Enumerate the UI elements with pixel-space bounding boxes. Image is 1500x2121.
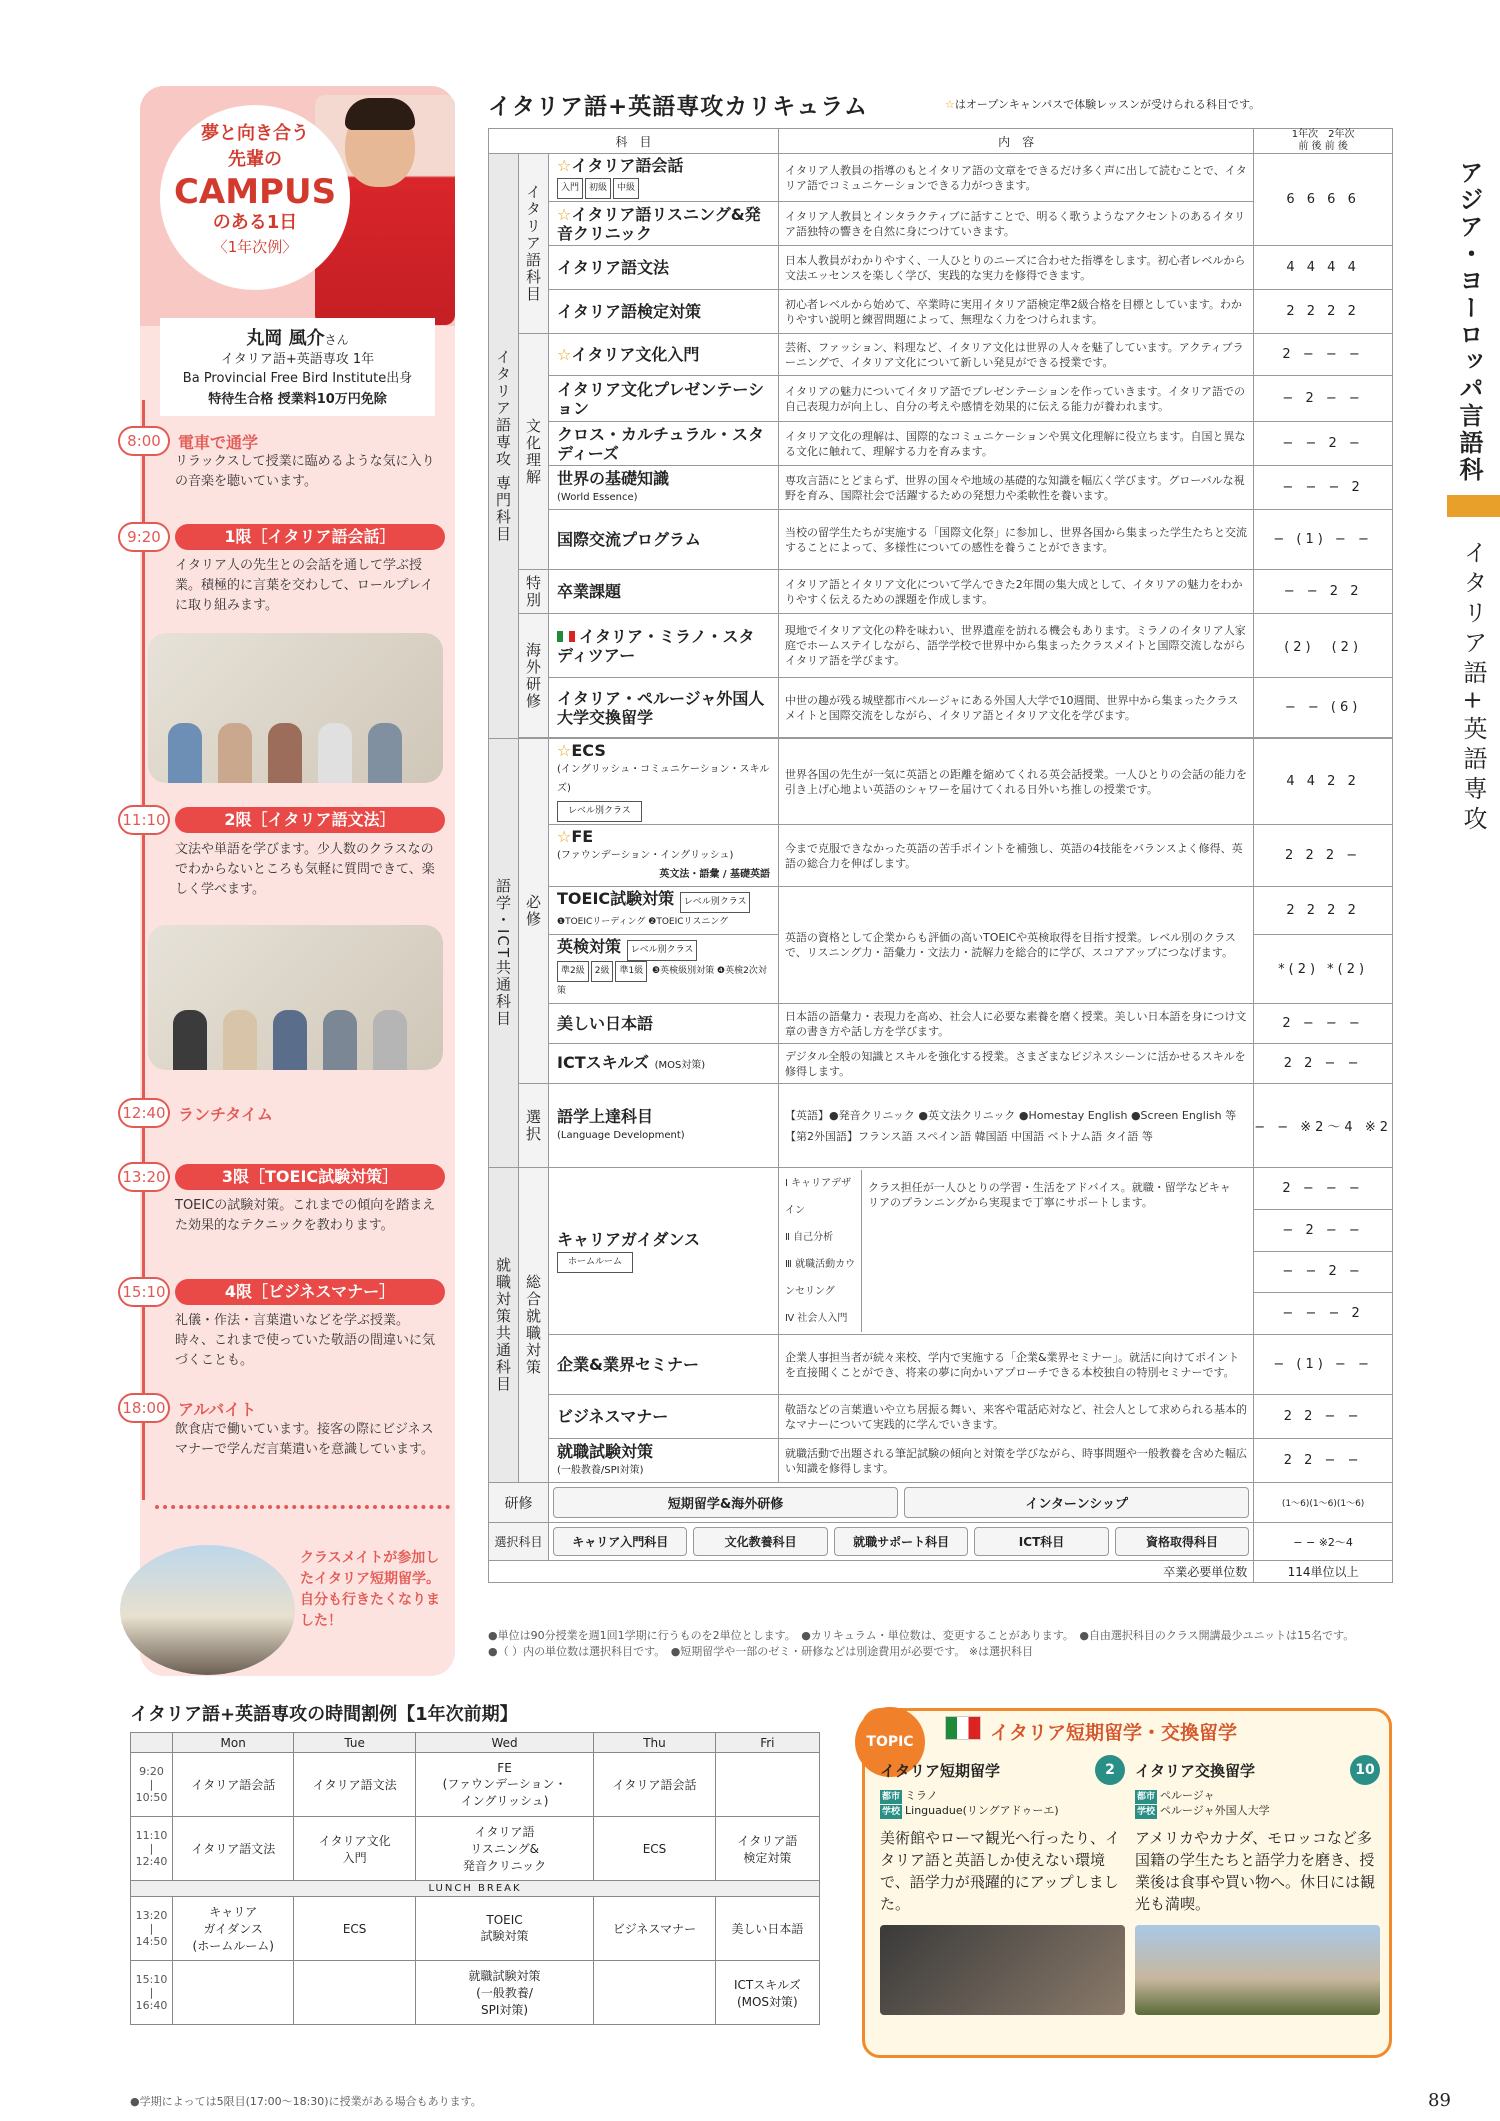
class-cell: イタリア語文法 <box>294 1753 415 1817</box>
subject-name: 世界の基礎知識 <box>557 468 670 488</box>
curriculum-note <box>945 96 1260 112</box>
opt: ❷TOEICリスニング <box>648 917 729 927</box>
star-icon: ☆ <box>557 345 572 364</box>
time-badge: 15:10 <box>118 1277 170 1307</box>
select-item: 資格取得科目 <box>1115 1527 1249 1556</box>
time-badge: 18:00 <box>118 1393 170 1423</box>
credits: 2 − − − <box>1254 334 1393 376</box>
day-header: Fri <box>715 1733 819 1753</box>
level-tag: ホームルーム <box>557 1252 633 1273</box>
class-cell <box>173 1961 294 2025</box>
time-badge: 9:20 <box>118 522 170 552</box>
level-tag: レベル別クラス <box>557 801 642 822</box>
credits: − 2 − − <box>1254 376 1393 422</box>
subject-desc <box>779 1084 1254 1168</box>
subject-desc: イタリア人教員の指導のもとイタリア語の文章をできるだけ多く声に出して読むことで、イタリア語でコミュニケーションできる力がつきます。 <box>779 154 1254 202</box>
weeks-badge: 10 <box>1350 1755 1380 1785</box>
level-tag: レベル別クラス <box>680 892 751 913</box>
category-special: 特別 <box>519 570 549 614</box>
credits: − − − 2 <box>1254 466 1393 510</box>
subject-ict <box>549 1044 779 1084</box>
subject-desc: 就職活動で出題される筆記試験の傾向と対策を学びながら、時事問題や一般教養を含めた幅広い知識を修得します。 <box>779 1439 1254 1483</box>
bubble-line: のある1日 <box>212 212 298 233</box>
subject-name: 英検対策 <box>557 937 622 956</box>
event-text: 礼儀・作法・言葉遣いなどを学ぶ授業。時々、これまで使っていた敬語の間違いに気づくことも。 <box>175 1313 436 1368</box>
star-icon: ☆ <box>557 827 572 846</box>
training-items <box>549 1483 1254 1523</box>
bubble-line: 夢と向き合う <box>201 123 309 144</box>
class-cell <box>594 1961 715 2025</box>
trip-caption: クラスメイトが参加したイタリア短期留学。自分も行きたくなりました！ <box>300 1550 440 1629</box>
bubble-year: 〈1年次例〉 <box>212 238 298 256</box>
class-cell: TOEIC 試験対策 <box>415 1897 593 1961</box>
curriculum-table <box>488 128 1393 1583</box>
topic-text: アメリカやカナダ、モロッコなど多国籍の学生たちと語学力を磨き、授業後は食事や買い物へ。休日には観光も満喫。 <box>1135 1829 1376 1913</box>
student-profile <box>160 318 435 416</box>
subject-desc: 当校の留学生たちが実施する「国際文化祭」に参加し、世界各国から集まった学生たちと交流することによって、多様性についての感性を養うことができます。 <box>779 510 1254 570</box>
time-badge: 8:00 <box>118 426 170 456</box>
class-cell: ビジネスマナー <box>594 1897 715 1961</box>
subject-name: イタリア文化入門 <box>571 345 700 364</box>
credits: *(2) *(2) <box>1254 935 1393 1004</box>
city-tag: 都市 <box>882 1792 901 1802</box>
category-common: 語学・ICT共通科目 <box>489 739 519 1168</box>
credits: − − ※2〜4 ※2 <box>1254 1084 1393 1168</box>
career-detail <box>779 1168 1254 1335</box>
school-name: ペルージャ外国人大学 <box>1160 1804 1270 1817</box>
fe-side: 基礎英語 <box>730 869 770 880</box>
student-school: Ba Provincial Free Bird Institute出身 <box>182 371 413 386</box>
period-time: 15:10 | 16:40 <box>131 1961 173 2025</box>
subject-desc: 世界各国の先生が一気に英語との距離を縮めてくれる英会話授業。一人ひとりの会話の能力を引き上げ心地よい英語のシャワーを届けてくれる日外いち推しの授業です。 <box>779 739 1254 825</box>
department-label: アジア・ヨーロッパ言語科 <box>1455 160 1483 484</box>
subject-seminar: 企業&業界セミナー <box>549 1335 779 1395</box>
subject-desc: デジタル全般の知識とスキルを強化する授業。さまざまなビジネスシーンに活かせるスキルを修得します。 <box>779 1044 1254 1084</box>
category-select: 選択 <box>519 1084 549 1168</box>
student-hair <box>345 98 415 130</box>
category-italian-major: イタリア語専攻 専門科目 <box>489 154 519 739</box>
event-text: 文法や単語を学びます。少人数のクラスなのでわからないところも気軽に質問できて、楽しく学べます。 <box>175 842 435 897</box>
subject-italian-exam: イタリア語検定対策 <box>549 290 779 334</box>
credits: − − 2 − <box>1254 422 1393 466</box>
period-time: 11:10 | 12:40 <box>131 1817 173 1881</box>
credits: − 2 − − <box>1254 1209 1393 1251</box>
second-language-options: 【第2外国語】フランス語 スペイン語 韓国語 中国語 ベトナム語 タイ語 等 <box>785 1129 1153 1143</box>
person-shape <box>268 723 302 783</box>
subject-world-essence <box>549 466 779 510</box>
star-icon: ☆ <box>945 98 955 111</box>
select-item: 就職サポート科目 <box>834 1527 968 1556</box>
subject-desc: 日本人教員がわかりやすく、一人ひとりのニーズに合わせた指導をします。初心者レベルから文法エッセンスを楽しく学び、実践的な実力を修得できます。 <box>779 246 1254 290</box>
class-cell: イタリア語会話 <box>173 1753 294 1817</box>
class-cell: 美しい日本語 <box>715 1897 819 1961</box>
person-shape <box>373 1010 407 1070</box>
trip-photo <box>120 1545 295 1675</box>
training-item: インターンシップ <box>904 1487 1249 1518</box>
select-items <box>549 1523 1254 1561</box>
credits: − (1) − − <box>1254 510 1393 570</box>
subject-intl-exchange: 国際交流プログラム <box>549 510 779 570</box>
total-value: 114単位以上 <box>1254 1561 1393 1583</box>
subject-eiken <box>549 935 779 1004</box>
credits: 2 − − − <box>1254 1004 1393 1044</box>
subject-desc: 英語の資格として企業からも評価の高いTOEICや英検取得を目指す授業。レベル別のクラスで、リスニング力・語彙力・文法力・読解力を総合的に学び、スコアアップにつなげます。 <box>779 887 1254 1004</box>
footnote: ●（ ）内の単位数は選択科目です。 ●短期留学や一部のゼミ・研修などは別途費用が必要です。 ※は選択科目 <box>488 1645 1034 1658</box>
subject-job-exam <box>549 1439 779 1483</box>
subject-desc: 芸術、ファッション、料理など、イタリア文化は世界の人々を魅了しています。アクティブラーニングで、イタリア文化について新しい発見ができる授業です。 <box>779 334 1254 376</box>
subject-desc: 企業人事担当者が続々来校、学内で実施する「企業&業界セミナー」。就活に向けてポイントを直接聞くことができ、将来の夢に向かいアプローチできる本校独自の特別セミナーです。 <box>779 1335 1254 1395</box>
career-step: Ⅳ 社会人入門 <box>785 1313 848 1324</box>
subject-name: 語学上達科目 <box>557 1106 654 1126</box>
category-culture: 文化理解 <box>519 334 549 570</box>
time-badge: 13:20 <box>118 1162 170 1192</box>
person-shape <box>223 1010 257 1070</box>
credits: − − (6) <box>1254 678 1393 738</box>
class-cell: イタリア語 リスニング& 発音クリニック <box>415 1817 593 1881</box>
subject-desc: イタリア人教員とインタラクティブに話すことで、明るく歌うようなアクセントのあるイタリア語独特の響きを自然に身につけていきます。 <box>779 202 1254 246</box>
major-label: イタリア語+英語専攻 <box>1459 540 1487 837</box>
subject-fe <box>549 825 779 887</box>
subject-desc: 今まで克服できなかった英語の苦手ポイントを補強し、英語の4技能をバランスよく修得、英語の総合力を伸ばします。 <box>779 825 1254 887</box>
subject-milano-tour <box>549 614 779 678</box>
career-steps <box>785 1170 862 1332</box>
topic-col-exchange <box>1135 1755 1380 2015</box>
subject-name: キャリアガイダンス <box>557 1229 701 1249</box>
level-tag: 入門 <box>557 178 583 199</box>
credits: − − − 2 <box>1254 1293 1393 1335</box>
subject-sub: (ファウンデーション・イングリッシュ) <box>557 850 734 861</box>
subject-sub: (World Essence) <box>557 491 638 503</box>
class-cell: ECS <box>594 1817 715 1881</box>
class-cell: イタリア文化 入門 <box>294 1817 415 1881</box>
day-header: Wed <box>415 1733 593 1753</box>
grade-tag: 2級 <box>591 961 614 982</box>
topic-badge: TOPIC <box>855 1707 925 1777</box>
subject-perugia-exchange: イタリア・ペルージャ外国人大学交換留学 <box>549 678 779 738</box>
class-cell <box>294 1961 415 2025</box>
subject-name: TOEIC試験対策 <box>557 889 675 908</box>
category-italian-lang: イタリア語科目 <box>519 154 549 334</box>
person-shape <box>273 1010 307 1070</box>
opt: ❹英検2次対策 <box>557 966 767 996</box>
select-item: ICT科目 <box>974 1527 1108 1556</box>
time-badge: 12:40 <box>118 1098 170 1128</box>
credits: 2 2 2 2 <box>1254 887 1393 935</box>
period-time: 13:20 | 14:50 <box>131 1897 173 1961</box>
event-bar: 1限［イタリア語会話］ <box>175 524 445 550</box>
event-text: リラックスして授業に臨めるような気に入りの音楽を聴いています。 <box>175 454 435 489</box>
credits: − − ※2〜4 <box>1254 1523 1393 1561</box>
name-suffix: さん <box>324 333 349 347</box>
subject-italian-conversation <box>549 154 779 202</box>
person-shape <box>368 723 402 783</box>
city-tag: 都市 <box>1137 1792 1156 1802</box>
day-header: Mon <box>173 1733 294 1753</box>
training-item: 短期留学&海外研修 <box>553 1487 898 1518</box>
header-years <box>1254 129 1393 154</box>
school-name: Linguadue(リングアドゥーエ) <box>905 1804 1059 1817</box>
star-icon: ☆ <box>557 204 572 224</box>
class-cell: ECS <box>294 1897 415 1961</box>
day-header: Thu <box>594 1733 715 1753</box>
subject-graduation: 卒業課題 <box>549 570 779 614</box>
subject-desc: イタリア語とイタリア文化について学んできた2年間の集大成として、イタリアの魅力をわかりやすく伝えるための課題を作成します。 <box>779 570 1254 614</box>
curriculum-title: イタリア語+英語専攻カリキュラム <box>488 94 869 120</box>
subject-name: ECS <box>571 741 606 760</box>
student-course: イタリア語+英語専攻 1年 <box>220 352 375 367</box>
curriculum-footnotes <box>488 1628 1388 1660</box>
person-shape <box>173 1010 207 1070</box>
class-cell: 就職試験対策 (一般教養/ SPI対策) <box>415 1961 593 2025</box>
school-tag: 学校 <box>1137 1807 1156 1817</box>
credits: (1〜6)(1〜6)(1〜6) <box>1254 1483 1393 1523</box>
opt: ❸英検級別対策 <box>652 966 715 976</box>
timetable-footnote: ●学期によっては5限目(17:00〜18:30)に授業がある場合もあります。 <box>130 2095 482 2108</box>
credits: − − 2 2 <box>1254 570 1393 614</box>
event-text: イタリア人の先生との会話を通して学ぶ授業。積極的に言葉を交わして、ロールプレイに取り組みます。 <box>175 558 434 613</box>
city-name: ペルージャ <box>1160 1789 1215 1802</box>
person-shape <box>318 723 352 783</box>
side-accent-bar <box>1447 495 1500 517</box>
years-label: 1年次 2年次 <box>1291 129 1355 140</box>
school-tag: 学校 <box>882 1807 901 1817</box>
subject-business-manner: ビジネスマナー <box>549 1395 779 1439</box>
event-bar: 3限［TOEIC試験対策］ <box>175 1164 445 1190</box>
day-header: Tue <box>294 1733 415 1753</box>
subject-italian-grammar: イタリア語文法 <box>549 246 779 290</box>
level-tag: レベル別クラス <box>627 940 698 961</box>
subject-desc: 日本語の語彙力・表現力を高め、社会人に必要な素養を磨く授業。美しい日本語を身につけ文章の書き方や話し方を学びます。 <box>779 1004 1254 1044</box>
grade-tag: 準1級 <box>615 961 647 982</box>
subject-desc: イタリア文化の理解は、国際的なコミュニケーションや異文化理解に役立ちます。自国と異なる文化に触れて、理解する力を育みます。 <box>779 422 1254 466</box>
timetable <box>130 1732 820 2025</box>
category-abroad: 海外研修 <box>519 614 549 738</box>
event-title: ランチタイム <box>178 1105 273 1124</box>
credits: 6 6 6 6 <box>1254 154 1393 246</box>
person-shape <box>168 723 202 783</box>
event-text: 飲食店で働いています。接客の際にビジネスマナーで学んだ言葉遣いを意識しています。 <box>175 1422 434 1457</box>
class-photo <box>148 633 443 783</box>
select-item: キャリア入門科目 <box>553 1527 687 1556</box>
topic-place <box>880 1789 1125 1819</box>
subject-desc: 中世の趣が残る城壁都市ペルージャにある外国人大学で10週間、世界中から集まったクラスメイトと国際交流をしながら、イタリア語とイタリア文化を学びます。 <box>779 678 1254 738</box>
topic-place <box>1135 1789 1380 1819</box>
class-cell: FE (ファウンデーション・ イングリッシュ) <box>415 1753 593 1817</box>
event-bar: 4限［ビジネスマナー］ <box>175 1279 445 1305</box>
eiken-opts <box>557 961 770 1001</box>
class-cell: イタリア語会話 <box>594 1753 715 1817</box>
subject-toeic <box>549 887 779 935</box>
topic-photo <box>1135 1925 1380 2015</box>
timetable-title: イタリア語+英語専攻の時間割例【1年次前期】 <box>130 1704 518 1725</box>
fe-side: 英文法・語彙 <box>659 869 720 880</box>
topic-sub-title: イタリア短期留学 <box>880 1761 1001 1780</box>
star-icon: ☆ <box>557 741 572 760</box>
topic-photo <box>880 1925 1125 2015</box>
weeks-badge: 2 <box>1095 1755 1125 1785</box>
bubble-campus: CAMPUS <box>173 172 337 212</box>
subject-sub: (MOS対策) <box>654 1059 706 1071</box>
person-shape <box>323 1010 357 1070</box>
footnote: ●単位は90分授業を週1回1学期に行うものを2単位とします。 ●カリキュラム・単位数は、変更することがあります。 ●自由選択科目のクラス開講最少ユニットは15名です。 <box>488 1629 1355 1642</box>
subject-italian-presentation: イタリア文化プレゼンテーション <box>549 376 779 422</box>
subject-name: ICTスキルズ <box>557 1052 649 1072</box>
subject-desc: 専攻言語にとどまらず、世界の国々や地域の基礎的な知識を幅広く学びます。グローバルな視野を育み、国際社会で活躍するための発想力や柔軟性を養います。 <box>779 466 1254 510</box>
subject-language-development <box>549 1084 779 1168</box>
grade-tag: 準2級 <box>557 961 589 982</box>
class-photo <box>148 925 443 1070</box>
event-text: TOEICの試験対策。これまでの傾向を踏まえた効果的なテクニックを教わります。 <box>175 1198 436 1233</box>
english-options: 【英語】●発音クリニック ●英文法クリニック ●Homestay English ●Screen English 等 <box>785 1108 1237 1122</box>
credits: 2 2 2 − <box>1254 825 1393 887</box>
italy-flag-icon <box>945 1716 981 1740</box>
credits: − − 2 − <box>1254 1251 1393 1293</box>
subject-career-guidance <box>549 1168 779 1335</box>
total-label: 卒業必要単位数 <box>489 1561 1254 1583</box>
subject-name: イタリア語会話 <box>571 156 684 175</box>
subject-desc: イタリアの魅力についてイタリア語でプレゼンテーションを作っていきます。イタリア語での自己表現力が向上し、自分の考えや感情を効果的に伝える能力が養われます。 <box>779 376 1254 422</box>
subject-italian-listening <box>549 202 779 246</box>
credits: 2 2 − − <box>1254 1439 1393 1483</box>
credits: − (1) − − <box>1254 1335 1393 1395</box>
subject-name: 就職試験対策 <box>557 1441 654 1461</box>
select-label: 選択科目 <box>489 1523 549 1561</box>
credits: 2 2 − − <box>1254 1044 1393 1084</box>
star-icon: ☆ <box>557 156 572 175</box>
category-job: 就職対策共通科目 <box>489 1168 519 1483</box>
subject-cross-cultural: クロス・カルチュラル・スタディーズ <box>549 422 779 466</box>
subject-desc: 現地でイタリア文化の粋を味わい、世界遺産を訪れる機会もあります。ミラノのイタリア人家庭でホームステイしながら、語学学校で世界中から集まったクラスメイトと国際交流しながらイタリア語を学びます。 <box>779 614 1254 678</box>
italy-flag-icon <box>557 631 575 642</box>
period-time: 9:20 | 10:50 <box>131 1753 173 1817</box>
day-title-bubble <box>160 105 350 290</box>
bubble-line: 先輩の <box>228 149 282 170</box>
curriculum-note-text: はオープンキャンパスで体験レッスンが受けられる科目です。 <box>954 98 1261 111</box>
topic-title: イタリア短期留学・交換留学 <box>990 1722 1238 1744</box>
class-cell: キャリア ガイダンス (ホームルーム) <box>173 1897 294 1961</box>
class-cell <box>715 1753 819 1817</box>
subject-name: イタリア語リスニング&発音クリニック <box>557 204 761 243</box>
class-cell: ICTスキルズ (MOS対策) <box>715 1961 819 2025</box>
level-tag: 中級 <box>613 178 639 199</box>
lunch-break: LUNCH BREAK <box>131 1881 820 1897</box>
level-tag: 初級 <box>585 178 611 199</box>
event-title: アルバイト <box>178 1400 257 1419</box>
subject-sub: (Language Development) <box>557 1129 685 1141</box>
terms-label: 前 後 前 後 <box>1298 141 1348 152</box>
event-title: 電車で通学 <box>178 433 259 452</box>
subject-name: イタリア・ミラノ・スタディツアー <box>557 626 755 665</box>
event-bar: 2限［イタリア語文法］ <box>175 807 445 833</box>
subject-desc: 敬語などの言葉遣いや立ち居振る舞い、来客や電話応対など、社会人として求められる基本的なマナーについて実践的に学んでいきます。 <box>779 1395 1254 1439</box>
subject-ecs <box>549 739 779 825</box>
training-label: 研修 <box>489 1483 549 1523</box>
student-scholarship: 特待生合格 授業料10万円免除 <box>208 392 387 407</box>
subject-sub: (一般教養/SPI対策) <box>557 1464 644 1476</box>
dotted-divider <box>155 1505 450 1509</box>
subject-italian-culture <box>549 334 779 376</box>
subject-sub: (イングリッシュ・コミュニケーション・スキルズ) <box>557 764 770 794</box>
fe-sides: 英文法・語彙 / 基礎英語 <box>659 869 770 880</box>
topic-sub-title: イタリア交換留学 <box>1135 1761 1256 1780</box>
credits: 4 4 2 2 <box>1254 739 1393 825</box>
credits: 2 2 − − <box>1254 1395 1393 1439</box>
credits: 2 − − − <box>1254 1168 1393 1210</box>
toeic-opts <box>557 913 770 932</box>
person-shape <box>218 723 252 783</box>
class-cell: イタリア語 検定対策 <box>715 1817 819 1881</box>
subject-nihongo: 美しい日本語 <box>549 1004 779 1044</box>
topic-col-short <box>880 1755 1125 2015</box>
credits: 4 4 4 4 <box>1254 246 1393 290</box>
career-step: Ⅱ 自己分析 <box>785 1232 834 1243</box>
opt: ❶TOEICリーディング <box>557 917 646 927</box>
timeline-line <box>142 400 145 1500</box>
page-number: 89 <box>1428 2090 1451 2111</box>
city-name: ミラノ <box>905 1789 938 1802</box>
subject-desc: 初心者レベルから始めて、卒業時に実用イタリア語検定準2級合格を目標としています。わかりやすい説明と練習問題によって、無理なく力をつけられます。 <box>779 290 1254 334</box>
career-step: Ⅰ キャリアデザイン <box>785 1178 852 1216</box>
category-required: 必修 <box>519 739 549 1084</box>
corner-cell <box>131 1733 173 1753</box>
header-content: 内 容 <box>779 129 1254 154</box>
topic-text: 美術館やローマ観光へ行ったり、イタリア語と英語しか使えない環境で、語学力が飛躍的にアップしました。 <box>880 1829 1121 1913</box>
header-subject: 科 目 <box>489 129 779 154</box>
credits: 2 2 2 2 <box>1254 290 1393 334</box>
credits: (2) (2) <box>1254 614 1393 678</box>
career-desc: クラス担任が一人ひとりの学習・生活をアドバイス。就職・留学などキャリアのプランニングから実現まで丁寧にサポートします。 <box>868 1181 1231 1209</box>
class-cell: イタリア語文法 <box>173 1817 294 1881</box>
student-name: 丸岡 風介 <box>246 328 325 349</box>
career-step: Ⅲ 就職活動カウンセリング <box>785 1259 856 1297</box>
subject-name: FE <box>571 827 594 846</box>
category-job-general: 総合就職対策 <box>519 1168 549 1483</box>
select-item: 文化教養科目 <box>693 1527 827 1556</box>
time-badge: 11:10 <box>118 805 170 835</box>
